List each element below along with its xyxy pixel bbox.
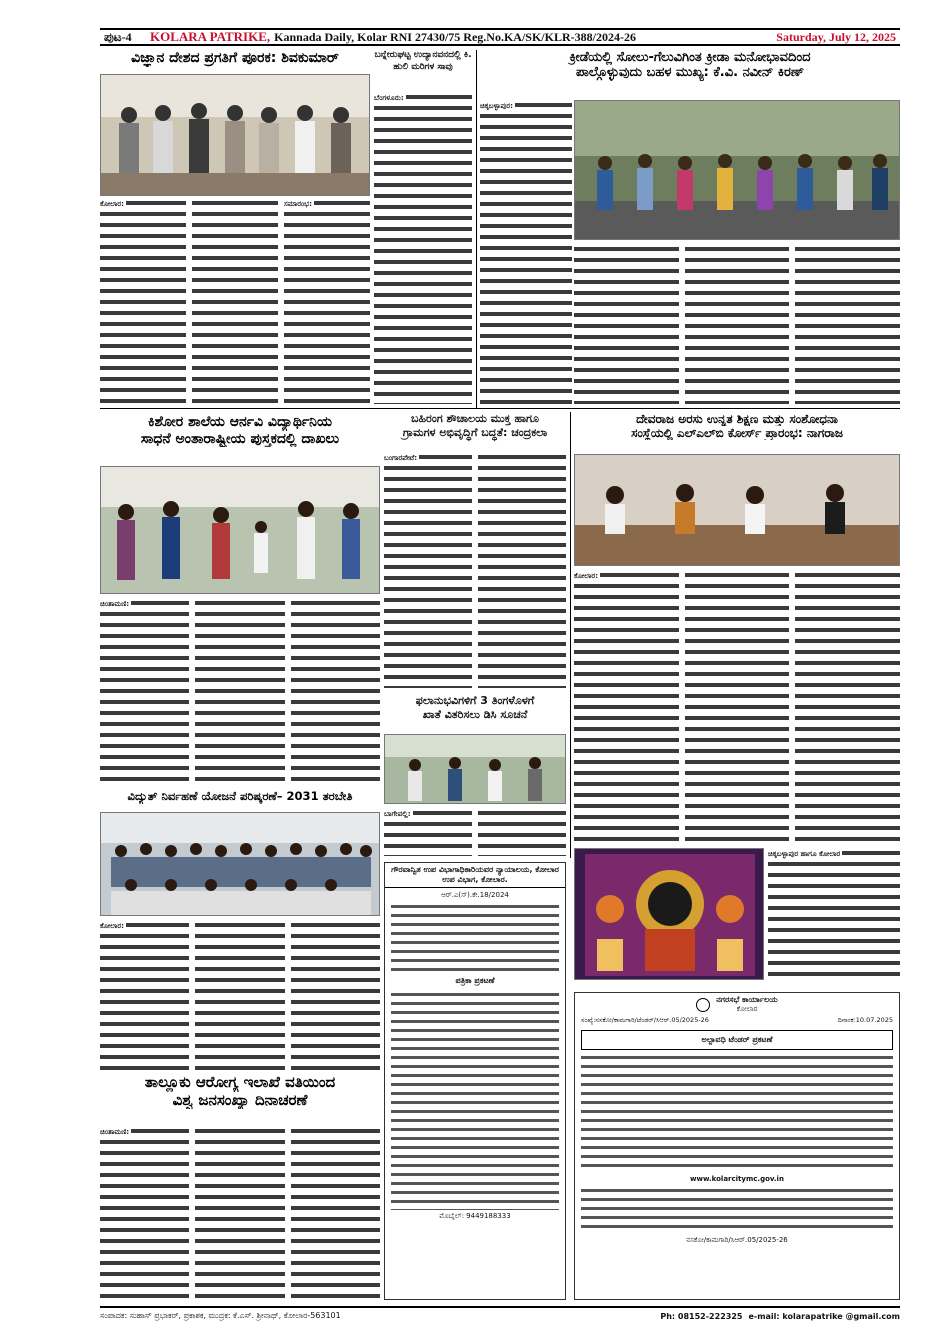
article-3-dateline: ಚಿಕ್ಕಬಳ್ಳಾಪುರ: [480,101,514,110]
article-8-headline-box [100,790,380,810]
article-8-headline: ವಿದ್ಯುತ್ ನಿರ್ವಹಣೆ ಯೋಜನೆ ಪರಿಷ್ಕರಣೆ– 2031 ತರಬೇತಿ [127,790,353,803]
article-5-headline-line1: ಬಹಿರಂಗ ಶೌಚಾಲಯ ಮುಕ್ತ ಹಾಗೂ [411,412,539,425]
article-9-headline-line1: ತಾಲ್ಲೂಕು ಆರೋಗ್ಯ ಇಲಾಖೆ ವತಿಯಿಂದ [144,1074,336,1091]
tender-notice [574,992,900,1300]
article-4-headline-line2: ಸಾಧನೆ ಅಂತಾರಾಷ್ಟ್ರೀಯ ಪುಸ್ತಕದಲ್ಲಿ ದಾಖಲು [140,430,340,447]
article-2-body [374,92,472,404]
article-3-photo [574,100,900,240]
article-6-body [574,570,900,842]
article-6-headline-box [574,412,900,452]
deity-caption-lead: ಚಿಕ್ಕಬಳ್ಳಾಪುರ ಹಾಗೂ ಕೋಲಾರ [768,849,841,858]
article-9-body [100,1126,380,1300]
tender-ref: ಸಂಖ್ಯೆ:ನಸಕೋ/ಕಾಮಗಾರಿ/ಟೆಂಡರ್/ಸಿಆರ್.05/2025-26 [581,1016,709,1025]
article-3-body-left [480,100,572,404]
section-rule [100,408,900,409]
tender-website: www.kolarcitymc.gov.in [690,1175,784,1184]
article-4-dateline: ಚಿಂತಾಮಣಿ: [100,599,130,608]
article-5-body [384,452,566,688]
article-3-headline-line1: ಕ್ರೀಡೆಯಲ್ಲಿ ಸೋಲು-ಗೆಲುವಿಗಿಂತ ಕ್ರೀಡಾ ಮನೋಭಾವದಿಂದ [569,50,811,65]
page-footer [100,1306,900,1324]
deity-photo [574,848,764,980]
article-8-dateline: ಕೋಲಾರ: [100,921,125,930]
article-9-dateline: ಚಿಂತಾಮಣಿ: [100,1127,130,1136]
tender-signatories [581,1186,893,1234]
article-9-headline-box [100,1074,380,1122]
article-7-headline-line1: ಫಲಾನುಭವಿಗಳಿಗೆ 3 ತಿಂಗಳೊಳಗೆ [415,694,535,707]
tender-city: ಕೋಲಾರ [736,1005,758,1013]
article-4-photo [100,466,380,594]
tender-body [581,1053,893,1173]
tender-office: ನಗರಸಭೆ ಕಾರ್ಯಾಲಯ [716,995,778,1004]
footer-phone: Ph: 08152-222325 [660,1311,743,1321]
article-5-dateline: ಬಂಗಾರಪೇಟೆ: [384,453,418,462]
article-7-body [384,808,566,856]
court-case-number: ಆರ್.ಎ(ಸ್).ಕೇ.18/2024 [441,891,509,899]
article-1-photo [100,74,370,196]
court-notice-body [391,990,559,1210]
deity-caption [768,848,900,980]
article-6-headline-line1: ದೇವರಾಜ ಅರಸು ಉನ್ನತ ಶಿಕ್ಷಣ ಮತ್ತು ಸಂಶೋಧನಾ [636,412,838,426]
article-7-headline-box [384,694,566,730]
article-2-headline: ಬನ್ನೇರುಘಟ್ಟ ಉದ್ಯಾನವನದಲ್ಲಿ ಕಿ. ಹುಲಿ ಮರಿಗಳ ಸಾವು [374,50,472,72]
article-6-dateline: ಕೋಲಾರ: [574,571,599,580]
article-1-dateline: ಕೋಲಾರ: [100,199,125,208]
tender-title: ಅಲ್ಪಾವಧಿ ಟೆಂಡರ್ ಪ್ರಕಟಣೆ [701,1035,773,1045]
article-8-body [100,920,380,1070]
court-notice-phone: ಮೊಬೈಲ್: 9449188333 [439,1212,511,1221]
article-7-photo [384,734,566,804]
article-7-dateline: ಬಾಗೇಪಲ್ಲಿ: [384,809,411,818]
tender-footer-ref: ನಸಕೋ/ಕಾಮಗಾರಿ/ಸಿಆರ್.05/2025-26 [686,1236,788,1245]
article-3-body [574,244,900,404]
article-4-headline-line1: ಕಿಶೋರ ಶಾಲೆಯ ಆರ್ನವಿ ವಿದ್ಯಾರ್ಥಿನಿಯ [148,414,332,430]
article-3-headline-box [480,50,900,96]
masthead-subtitle: Kannada Daily, Kolar RNI 27430/75 Reg.No.KA/SK/KLR-388/2024-26 [274,29,636,44]
brand-name: KOLARA PATRIKE, [150,29,271,44]
column-rule [570,412,571,858]
court-notice-title: ಗೌರವಾನ್ವಿತ ಉಪ ವಿಭಾಗಾಧಿಕಾರಿಯವರ ನ್ಯಾಯಾಲಯ, ಕೋಲಾರ ಉಪ ವಿಭಾಗ, ಕೋಲಾರ. [385,863,565,888]
masthead [100,28,900,46]
article-6-photo [574,454,900,566]
court-notice-section: ಪತ್ರಿಕಾ ಪ್ರಕಟಣೆ [455,976,495,986]
emblem-icon [696,998,710,1012]
tender-date: ದಿನಾಂಕ:10.07.2025 [837,1016,893,1025]
article-6-headline-line2: ಸಂಸ್ಥೆಯಲ್ಲಿ ಎಲ್‌ಎಲ್‌ಬಿ ಕೋರ್ಸ್ ಪ್ರಾರಂಭ: ನಾಗರಾಜ [631,426,843,441]
article-9-headline-line2: ವಿಶ್ವ ಜನಸಂಖ್ಯಾ ದಿನಾಚರಣೆ [172,1091,308,1109]
court-notice-text [391,902,559,972]
footer-email: e-mail: kolarapatrike @gmail.com [748,1311,900,1321]
article-1-headline: ವಿಜ್ಞಾನ ದೇಶದ ಪ್ರಗತಿಗೆ ಪೂರಕ: ಶಿವಕುಮಾರ್ [131,50,339,66]
article-2-headline-box [374,50,472,90]
article-2-dateline: ಬೆಂಗಳೂರು: [374,93,404,102]
article-5-headline-box [384,412,566,448]
article-7-headline-line2: ಖಾತೆ ವಿತರಿಸಲು ಡಿಸಿ ಸೂಚನೆ [422,708,528,722]
article-1-body [100,198,370,404]
article-3-headline-line2: ಪಾಲ್ಗೊಳ್ಳುವುದು ಬಹಳ ಮುಖ್ಯ: ಕೆ.ವಿ. ನವೀನ್ ಕಿರಣ್ [575,65,805,81]
article-4-body [100,598,380,786]
article-5-headline-line2: ಗ್ರಾಮಗಳ ಅಭಿವೃದ್ಧಿಗೆ ಬದ್ಧತೆ: ಚಂದ್ರಕಲಾ [402,426,548,440]
article-8-photo [100,812,380,916]
issue-date: Saturday, July 12, 2025 [776,29,896,44]
article-1-headline-box [100,50,370,72]
imprint-line: ಸಂಪಾದಕ: ಸುಹಾಸ್ ಪ್ರಭಾಕರ್, ಪ್ರಕಾಶಕ, ಮುದ್ರಕ: ಕೆ.ಎಸ್. ಶ್ರೀನಾಥ್, ಕೋಲಾರ-563101 [100,1311,341,1320]
column-rule [476,50,477,408]
article-4-headline-box [100,414,380,462]
article-1-subdateline: ಸಮಾರಂಭ: [284,199,312,208]
page-number: ಪುಟ-4 [104,29,132,44]
court-notice [384,862,566,1300]
